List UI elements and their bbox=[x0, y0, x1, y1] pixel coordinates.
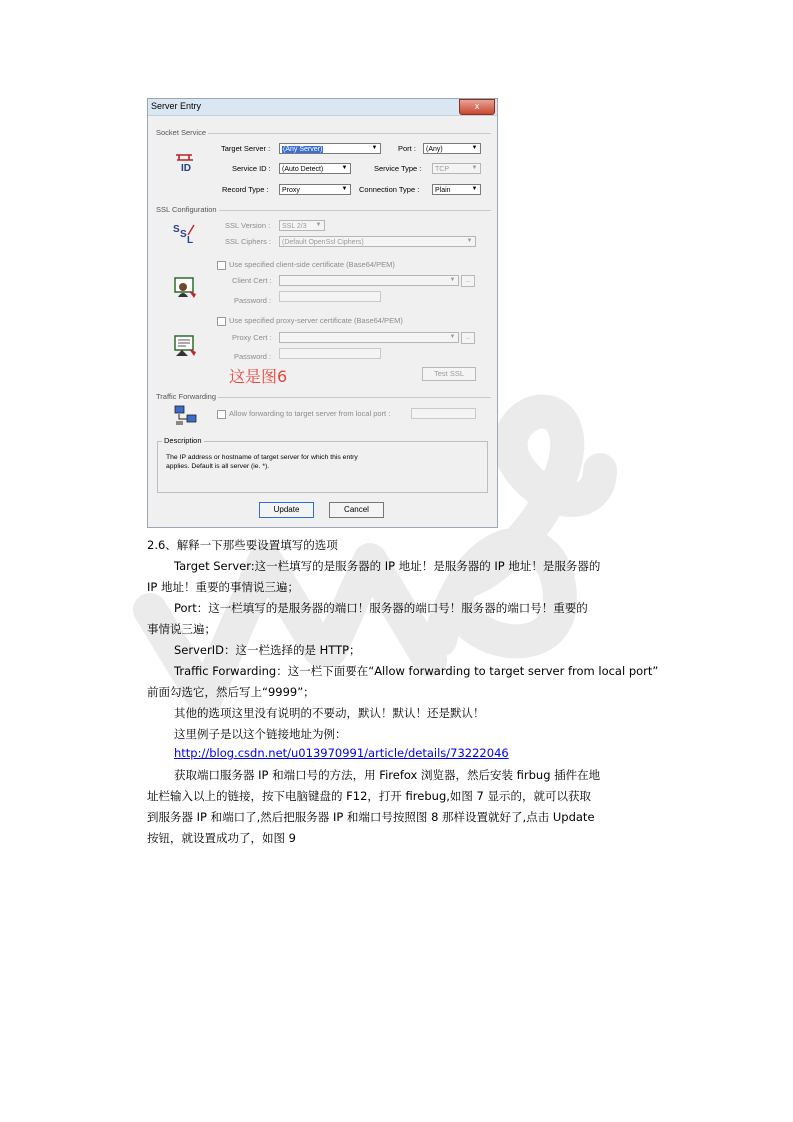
service-type-value: TCP bbox=[435, 166, 449, 173]
chevron-down-icon: ▼ bbox=[315, 222, 322, 228]
proxy-cert-combo[interactable] bbox=[279, 332, 459, 343]
connection-type-combo[interactable] bbox=[432, 184, 481, 195]
ssl-version-value: SSL 2/3 bbox=[282, 223, 307, 230]
chevron-down-icon: ▼ bbox=[449, 334, 456, 340]
paragraph-method-4: 按钮，就设置成功了，如图 9 bbox=[147, 831, 296, 845]
service-id-combo[interactable] bbox=[279, 163, 351, 174]
ssl-ciphers-combo[interactable] bbox=[279, 236, 476, 247]
client-password-field[interactable] bbox=[279, 291, 381, 302]
id-icon-text: ID bbox=[181, 163, 191, 173]
svg-text:S: S bbox=[180, 229, 187, 240]
paragraph-method-2: 址栏输入以上的链接，按下电脑键盘的 F12，打开 firebug,如图 7 显示的，就可以获取 bbox=[147, 789, 592, 803]
proxy-cert-checkbox[interactable] bbox=[217, 317, 226, 326]
client-cert-combo[interactable] bbox=[279, 275, 459, 286]
id-icon bbox=[174, 151, 196, 173]
close-button[interactable]: x bbox=[459, 99, 495, 115]
svg-text:S: S bbox=[173, 224, 180, 235]
connection-type-label: Connection Type : bbox=[359, 185, 420, 194]
description-line-1: The IP address or hostname of target server for which this entry bbox=[166, 454, 358, 461]
socket-service-group-title: Socket Service bbox=[156, 128, 207, 137]
allow-forwarding-label: Allow forwarding to target server from local port : bbox=[229, 409, 391, 418]
chevron-down-icon: ▼ bbox=[341, 186, 348, 192]
paragraph-target-server-2: IP 地址！重要的事情说三遍； bbox=[147, 580, 299, 594]
paragraph-traffic-1: Traffic Forwarding：这一栏下面要在“Allow forwarding to target server from local port” bbox=[174, 664, 659, 678]
target-server-value: (Any Server) bbox=[283, 146, 323, 153]
client-cert-check-label: Use specified client-side certificate (Base64/PEM) bbox=[229, 260, 395, 269]
description-group-title: Description bbox=[164, 436, 202, 445]
chevron-down-icon: ▼ bbox=[449, 277, 456, 283]
section-heading: 2.6、解释一下那些要设置填写的选项 bbox=[147, 538, 338, 552]
record-type-combo[interactable] bbox=[279, 184, 351, 195]
network-icon bbox=[174, 405, 198, 427]
service-type-combo[interactable] bbox=[432, 163, 481, 174]
ssl-icon bbox=[172, 221, 200, 245]
ssl-group-title: SSL Configuration bbox=[156, 205, 217, 214]
chevron-down-icon: ▼ bbox=[371, 145, 378, 151]
server-entry-dialog bbox=[147, 98, 498, 528]
service-id-label: Service ID : bbox=[232, 164, 271, 173]
client-password-label: Password : bbox=[234, 296, 272, 305]
ssl-ciphers-label: SSL Ciphers : bbox=[225, 237, 271, 246]
proxy-password-field[interactable] bbox=[279, 348, 381, 359]
paragraph-traffic-2: 前面勾选它，然后写上“9999”； bbox=[147, 685, 315, 699]
paragraph-method-1: 获取端口服务器 IP 和端口号的方法，用 Firefox 浏览器，然后安装 firbug 插件在地 bbox=[174, 768, 601, 782]
chevron-down-icon: ▼ bbox=[471, 165, 478, 171]
service-type-label: Service Type : bbox=[374, 164, 422, 173]
paragraph-target-server-1: Target Server:这一栏填写的是服务器的 IP 地址！是服务器的 IP 地址！是服务器的 bbox=[174, 559, 601, 573]
ssl-ciphers-value: (Default OpenSsl Ciphers) bbox=[282, 239, 364, 246]
chevron-down-icon: ▼ bbox=[466, 238, 473, 244]
record-type-value: Proxy bbox=[282, 187, 300, 194]
port-label: Port : bbox=[398, 144, 416, 153]
proxy-cert-browse-button[interactable]: ... bbox=[461, 332, 475, 344]
test-ssl-button[interactable]: Test SSL bbox=[422, 367, 476, 381]
dialog-title: Server Entry bbox=[151, 101, 202, 111]
service-id-value: (Auto Detect) bbox=[282, 166, 324, 173]
svg-text:L: L bbox=[187, 235, 194, 245]
proxy-cert-label: Proxy Cert : bbox=[232, 333, 272, 342]
local-port-field[interactable] bbox=[411, 408, 476, 419]
proxy-certificate-icon bbox=[174, 335, 198, 357]
example-link[interactable]: http://blog.csdn.net/u013970991/article/details/73222046 bbox=[174, 746, 509, 760]
paragraph-port-2: 事情说三遍； bbox=[147, 622, 216, 636]
client-cert-browse-button[interactable]: ... bbox=[461, 275, 475, 287]
port-value: (Any) bbox=[426, 146, 443, 153]
client-cert-label: Client Cert : bbox=[232, 276, 272, 285]
chevron-down-icon: ▼ bbox=[471, 186, 478, 192]
target-server-combo[interactable] bbox=[279, 143, 381, 154]
paragraph-defaults: 其他的选项这里没有说明的不要动，默认！默认！还是默认！ bbox=[174, 706, 485, 720]
paragraph-port-1: Port：这一栏填写的是服务器的端口！服务器的端口号！服务器的端口号！重要的 bbox=[174, 601, 588, 615]
target-server-label: Target Server : bbox=[221, 144, 271, 153]
dialog-titlebar bbox=[148, 99, 497, 116]
chevron-down-icon: ▼ bbox=[471, 145, 478, 151]
cancel-button[interactable]: Cancel bbox=[329, 502, 384, 518]
connection-type-value: Plain bbox=[435, 187, 451, 194]
ssl-version-combo[interactable] bbox=[279, 220, 325, 231]
chevron-down-icon: ▼ bbox=[341, 165, 348, 171]
proxy-cert-check-label: Use specified proxy-server certificate (Base64/PEM) bbox=[229, 316, 403, 325]
paragraph-serverid: ServerID：这一栏选择的是 HTTP； bbox=[174, 643, 361, 657]
paragraph-method-3: 到服务器 IP 和端口了,然后把服务器 IP 和端口号按照图 8 那样设置就好了,点击 Update bbox=[147, 810, 595, 824]
update-button[interactable]: Update bbox=[259, 502, 314, 518]
allow-forwarding-checkbox[interactable] bbox=[217, 410, 226, 419]
client-cert-checkbox[interactable] bbox=[217, 261, 226, 270]
record-type-label: Record Type : bbox=[222, 185, 269, 194]
proxy-password-label: Password : bbox=[234, 352, 272, 361]
ssl-version-label: SSL Version : bbox=[225, 221, 271, 230]
port-combo[interactable] bbox=[423, 143, 481, 154]
certificate-icon bbox=[174, 277, 198, 299]
figure-caption: 这是图6 bbox=[229, 367, 288, 386]
description-line-2: applies. Default is all server (ie. *). bbox=[166, 463, 270, 470]
paragraph-example: 这里例子是以这个链接地址为例： bbox=[174, 727, 347, 741]
traffic-group-title: Traffic Forwarding bbox=[156, 392, 217, 401]
